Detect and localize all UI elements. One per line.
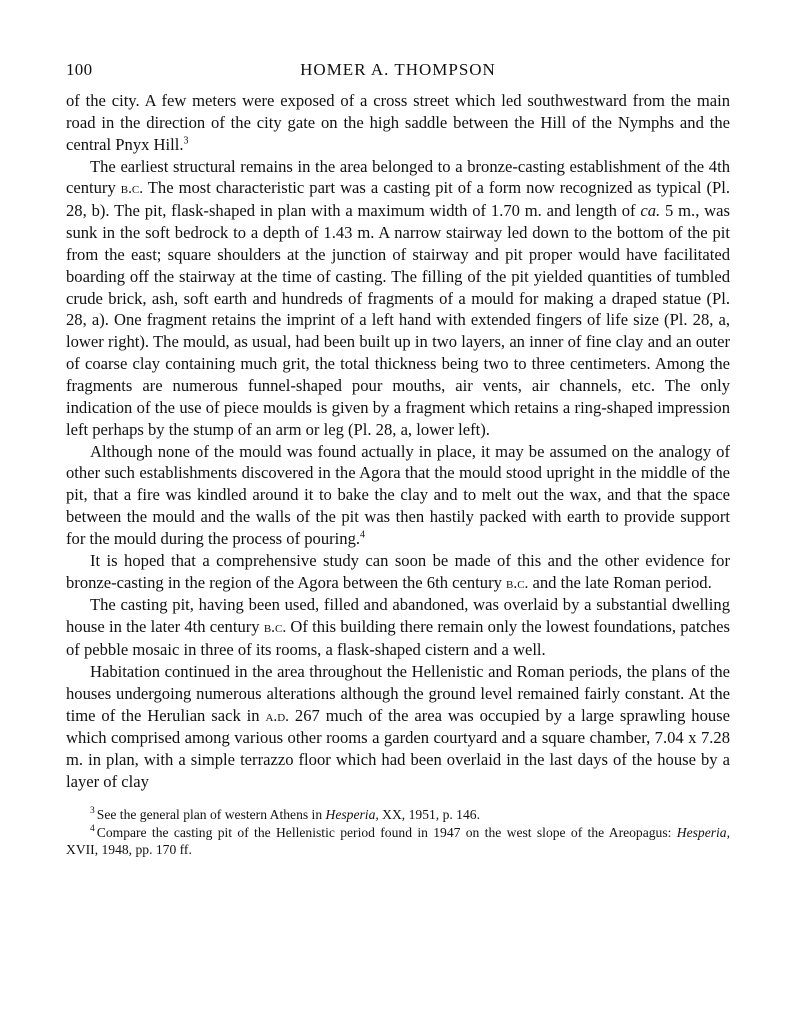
- footnote-ref-3[interactable]: 3: [183, 135, 189, 147]
- paragraph-4: It is hoped that a comprehensive study can soon be made of this and the other evidence for bronze-casting in the region of the Agora between the 6th century b.c. and the late Roman period.: [66, 550, 730, 592]
- page-number: 100: [66, 60, 93, 79]
- running-header: [66, 52, 730, 82]
- footnotes: [66, 806, 730, 859]
- footnote-4: $^4$ Compare the casting pit of the Hellenistic period found in 1947 on the west slope of the Areopagus: Hesperia, XVII, 1948, pp. 170 ff.: [66, 823, 730, 857]
- paragraph-3: Although none of the mould was found actually in place, it may be assumed on the analogy of other such establishments discovered in the Agora that the mould stood upright in the middle of the pit, that a fire was kindled around it to bake the clay and to melt out the wax, and that the space between the mould and the walls of the pit was then hastily packed with earth to provide support for the mould during the process of pouring.$^4$: [66, 441, 730, 548]
- footnote-mark: 4: [90, 823, 95, 834]
- running-title: HOMER A. THOMPSON: [300, 60, 496, 79]
- footnote-3: $^3$ See the general plan of western Athens in Hesperia, XX, 1951, p. 146.: [90, 806, 480, 822]
- body-text: [66, 90, 730, 793]
- page: [66, 52, 730, 859]
- paragraph-6: Habitation continued in the area throughout the Hellenistic and Roman periods, the plans of the houses undergoing numerous alterations although the ground level remained fairly constant. At the time of the Herulian sack in a.d. 267 much of the area was occupied by a large sprawling house which comprised among various other rooms a garden courtyard and a square chamber, 7.04 x 7.28 m. in plan, with a simple terrazzo floor which had been overlaid in the last days of the house by a layer of clay: [66, 661, 730, 792]
- footnote-mark: 3: [90, 806, 95, 817]
- footnote-ref-4[interactable]: 4: [360, 529, 366, 541]
- paragraph-1: of the city. A few meters were exposed of a cross street which led southwestward from the main road in the direction of the city gate on the high saddle between the Hill of the Nymphs and the central Pnyx Hill.$^3$: [66, 91, 730, 154]
- paragraph-5: The casting pit, having been used, filled and abandoned, was overlaid by a substantial dwelling house in the later 4th century b.c. Of this building there remain only the lowest foundations, patches of pebble mosaic in three of its rooms, a flask-shaped cistern and a well.: [66, 595, 730, 660]
- paragraph-2: The earliest structural remains in the area belonged to a bronze-casting establishment of the 4th century b.c. The most characteristic part was a casting pit of a form now recognized as typical (Pl. 28, b). The pit, flask-shaped in plan with a maximum width of 1.70 m. and length of ca. 5 m., was sunk in the soft bedrock to a depth of 1.43 m. A narrow stairway led down to the bottom of the pit from the east; square shoulders at the junction of stairway and pit proper would have facilitated boarding off the stairway at the time of casting. The filling of the pit yielded quantities of tumbled crude brick, ash, soft earth and hundreds of fragments of a mould for making a draped statue (Pl. 28, a). One fragment retains the imprint of a left hand with extended fingers of life size (Pl. 28, a, lower right). The mould, as usual, had been built up in two layers, an inner of fine clay and an outer of coarse clay containing much grit, the total thickness being two to three centimeters. Among the fragments are numerous funnel-shaped pour mouths, air vents, air channels, etc. The only indication of the use of piece moulds is given by a fragment which retains a ring-shaped impression left perhaps by the stump of an arm or leg (Pl. 28, a, lower left).: [66, 156, 731, 439]
